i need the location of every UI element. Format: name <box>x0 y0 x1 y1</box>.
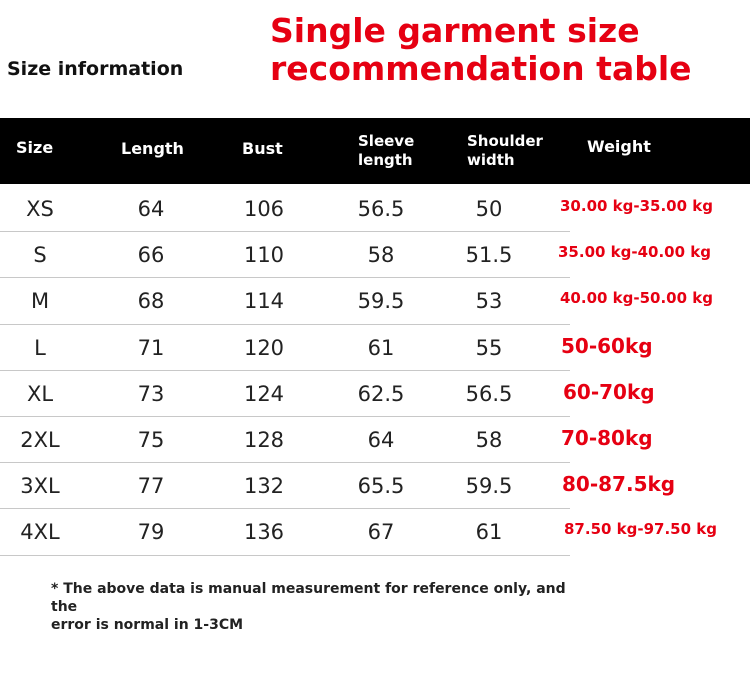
cell-size: XS <box>26 197 54 221</box>
cell-shoulder: 53 <box>475 289 503 314</box>
column-header-shoulder-line1: Shoulder <box>467 132 543 150</box>
cell-weight: 60-70kg <box>563 379 655 404</box>
table-row <box>0 325 570 371</box>
table-header <box>0 118 750 184</box>
cell-size: 4XL <box>20 520 60 545</box>
table-row <box>0 232 570 278</box>
column-header-bust: Bust <box>242 139 283 158</box>
cell-size: XL <box>26 381 54 406</box>
cell-weight: 87.50 kg-97.50 kg <box>564 520 717 539</box>
footnote <box>51 580 571 634</box>
cell-shoulder: 50 <box>475 197 503 221</box>
page-title-line2: recommendation table <box>270 49 692 88</box>
page-title <box>270 12 692 88</box>
cell-sleeve: 62.5 <box>357 381 405 406</box>
column-header-shoulder-width <box>467 132 543 170</box>
cell-sleeve: 65.5 <box>357 474 405 499</box>
cell-weight: 80-87.5kg <box>562 472 676 497</box>
cell-shoulder: 56.5 <box>465 381 513 406</box>
cell-length: 66 <box>137 243 165 268</box>
table-row <box>0 278 570 324</box>
cell-size: M <box>30 289 50 314</box>
cell-shoulder: 55 <box>475 335 503 360</box>
column-header-length: Length <box>121 139 184 158</box>
cell-shoulder: 59.5 <box>465 474 513 499</box>
cell-weight: 50-60kg <box>561 333 653 358</box>
cell-bust: 120 <box>243 335 285 360</box>
cell-bust: 132 <box>243 474 285 499</box>
column-header-sleeve-line2: length <box>358 151 413 169</box>
cell-length: 75 <box>137 428 165 452</box>
cell-bust: 106 <box>243 197 285 221</box>
cell-weight: 70-80kg <box>561 426 653 450</box>
table-row <box>0 371 570 417</box>
cell-sleeve: 64 <box>367 428 395 452</box>
cell-length: 79 <box>137 520 165 545</box>
footnote-line2: error is normal in 1-3CM <box>51 617 244 633</box>
cell-shoulder: 58 <box>475 428 503 452</box>
cell-size: 2XL <box>20 428 60 452</box>
cell-shoulder: 51.5 <box>465 243 513 268</box>
table-row <box>0 509 570 555</box>
cell-length: 68 <box>137 289 165 314</box>
cell-bust: 136 <box>243 520 285 545</box>
column-header-shoulder-line2: width <box>467 151 515 169</box>
cell-weight: 30.00 kg-35.00 kg <box>560 197 713 215</box>
cell-length: 77 <box>137 474 165 499</box>
cell-sleeve: 59.5 <box>357 289 405 314</box>
column-header-weight: Weight <box>587 137 651 156</box>
cell-size: L <box>34 335 46 360</box>
cell-weight: 40.00 kg-50.00 kg <box>560 289 713 308</box>
cell-size: S <box>33 243 47 268</box>
footnote-line1: * The above data is manual measurement for reference only, and the <box>51 581 566 615</box>
cell-bust: 124 <box>243 381 285 406</box>
table-row <box>0 463 570 509</box>
cell-sleeve: 61 <box>367 335 395 360</box>
cell-sleeve: 56.5 <box>357 197 405 221</box>
cell-length: 71 <box>137 335 165 360</box>
column-header-sleeve-line1: Sleeve <box>358 132 415 150</box>
column-header-size: Size <box>16 138 54 157</box>
cell-weight: 35.00 kg-40.00 kg <box>558 243 711 262</box>
cell-bust: 114 <box>243 289 285 314</box>
cell-length: 73 <box>137 381 165 406</box>
cell-sleeve: 58 <box>367 243 395 268</box>
cell-sleeve: 67 <box>367 520 395 545</box>
cell-size: 3XL <box>20 474 60 499</box>
size-information-label: Size information <box>7 58 184 80</box>
table-row <box>0 186 570 232</box>
column-header-sleeve-length <box>358 132 414 170</box>
row-divider <box>0 555 570 556</box>
cell-bust: 110 <box>243 243 285 268</box>
table-row <box>0 417 570 463</box>
cell-shoulder: 61 <box>475 520 503 545</box>
cell-length: 64 <box>137 197 165 221</box>
cell-bust: 128 <box>243 428 285 452</box>
page-title-line1: Single garment size <box>270 11 640 50</box>
